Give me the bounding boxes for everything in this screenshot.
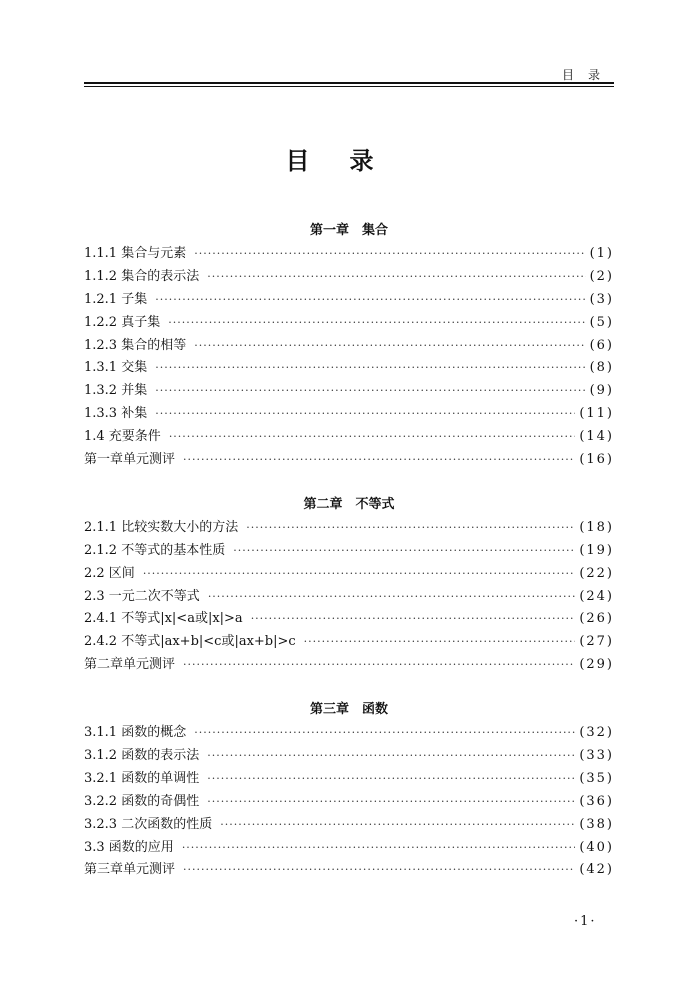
page-number: ·1· — [574, 914, 597, 929]
toc-entry-page: (26) — [579, 611, 614, 627]
toc-entry-page: (19) — [579, 542, 614, 558]
toc-entry[interactable] — [84, 266, 614, 289]
chapter-title: 第三章 函数 — [309, 702, 388, 718]
toc-entry[interactable] — [84, 449, 614, 472]
dot-leader — [155, 357, 585, 380]
toc-entry-page: (24) — [579, 588, 614, 604]
dot-leader — [304, 631, 576, 654]
dot-leader — [208, 586, 576, 609]
toc-entry-page: (11) — [579, 406, 614, 422]
toc-entry-page: (27) — [579, 634, 614, 650]
toc-entry-label: 2.4.1 不等式|x|<a或|x|>a — [84, 611, 243, 627]
toc-entry-page: (38) — [579, 816, 614, 832]
toc-entry[interactable] — [84, 586, 614, 609]
toc-entry-label: 1.4 充要条件 — [84, 429, 161, 445]
dot-leader — [168, 312, 585, 335]
toc-entry-page: (9) — [589, 383, 614, 399]
dot-leader — [207, 768, 575, 791]
chapter-section — [84, 220, 614, 472]
chapter-title: 第二章 不等式 — [303, 496, 395, 512]
dot-leader — [182, 837, 576, 860]
chapter-section — [84, 494, 614, 677]
dot-leader — [155, 289, 585, 312]
toc-entry[interactable] — [84, 768, 614, 791]
toc-entry-label: 第二章单元测评 — [84, 657, 176, 673]
dot-leader — [169, 426, 576, 449]
toc-entry-page: (5) — [589, 314, 614, 330]
dot-leader — [233, 540, 575, 563]
toc-entry[interactable] — [84, 814, 614, 837]
table-of-contents — [84, 220, 614, 904]
chapter-section — [84, 699, 614, 882]
toc-entry-page: (2) — [589, 268, 614, 284]
toc-entry[interactable] — [84, 243, 614, 266]
toc-entry-label: 2.4.2 不等式|ax+b|<c或|ax+b|>c — [84, 634, 296, 650]
toc-entry[interactable] — [84, 380, 614, 403]
toc-entry-page: (35) — [579, 770, 614, 786]
dot-leader — [183, 654, 575, 677]
dot-leader — [194, 335, 585, 358]
toc-entry-label: 3.2.2 函数的奇偶性 — [84, 793, 200, 809]
toc-entry-page: (3) — [589, 291, 614, 307]
header-rule-thin — [84, 86, 614, 87]
dot-leader — [207, 266, 585, 289]
dot-leader — [183, 449, 575, 472]
toc-entry-label: 2.1.2 不等式的基本性质 — [84, 542, 226, 558]
toc-entry-page: (42) — [579, 862, 614, 878]
toc-entry-page: (18) — [579, 519, 614, 535]
dot-leader — [194, 243, 585, 266]
dot-leader — [207, 791, 575, 814]
toc-entry[interactable] — [84, 426, 614, 449]
toc-entry[interactable] — [84, 654, 614, 677]
toc-entry[interactable] — [84, 722, 614, 745]
toc-entry[interactable] — [84, 312, 614, 335]
toc-entry-page: (29) — [579, 657, 614, 673]
toc-entry-label: 3.2.3 二次函数的性质 — [84, 816, 213, 832]
dot-leader — [143, 563, 576, 586]
dot-leader — [251, 608, 576, 631]
toc-entry-label: 1.2.2 真子集 — [84, 314, 161, 330]
toc-entry-page: (32) — [579, 725, 614, 741]
toc-entry-label: 3.2.1 函数的单调性 — [84, 770, 200, 786]
header-rule-thick — [84, 82, 614, 84]
toc-entry-label: 1.2.3 集合的相等 — [84, 337, 187, 353]
toc-entry-page: (40) — [579, 839, 614, 855]
dot-leader — [194, 722, 575, 745]
toc-entry[interactable] — [84, 540, 614, 563]
toc-entry[interactable] — [84, 289, 614, 312]
toc-entry-label: 1.3.3 补集 — [84, 406, 148, 422]
toc-entry[interactable] — [84, 335, 614, 358]
toc-entry-page: (16) — [579, 452, 614, 468]
toc-entry[interactable] — [84, 357, 614, 380]
toc-entry[interactable] — [84, 608, 614, 631]
toc-entry-label: 1.3.2 并集 — [84, 383, 148, 399]
toc-entry-page: (33) — [579, 748, 614, 764]
dot-leader — [155, 403, 575, 426]
toc-entry-label: 第一章单元测评 — [84, 452, 176, 468]
toc-entry-label: 1.1.2 集合的表示法 — [84, 268, 200, 284]
toc-entry[interactable] — [84, 517, 614, 540]
toc-entry[interactable] — [84, 837, 614, 860]
toc-entry-label: 2.3 一元二次不等式 — [84, 588, 200, 604]
toc-entry-label: 2.2 区间 — [84, 565, 135, 581]
dot-leader — [207, 745, 575, 768]
toc-entry[interactable] — [84, 859, 614, 882]
toc-entry-page: (6) — [589, 337, 614, 353]
dot-leader — [220, 814, 575, 837]
toc-entry-label: 3.3 函数的应用 — [84, 839, 174, 855]
dot-leader — [155, 380, 585, 403]
toc-entry-page: (36) — [579, 793, 614, 809]
toc-entry-label: 3.1.1 函数的概念 — [84, 725, 187, 741]
toc-entry-label: 1.3.1 交集 — [84, 360, 148, 376]
running-head: 目录 — [561, 68, 614, 82]
toc-entry[interactable] — [84, 563, 614, 586]
dot-leader — [246, 517, 575, 540]
toc-entry-page: (1) — [589, 246, 614, 261]
toc-entry-label: 3.1.2 函数的表示法 — [84, 748, 200, 764]
toc-entry-page: (14) — [579, 429, 614, 445]
toc-entry[interactable] — [84, 791, 614, 814]
toc-entry-label: 第三章单元测评 — [84, 862, 176, 878]
dot-leader — [183, 859, 575, 882]
toc-entry[interactable] — [84, 745, 614, 768]
toc-entry-page: (22) — [579, 565, 614, 581]
page-title: 目录 — [285, 146, 414, 175]
toc-entry-page: (8) — [589, 360, 614, 376]
toc-entry-label: 2.1.1 比较实数大小的方法 — [84, 519, 239, 535]
toc-entry[interactable] — [84, 631, 614, 654]
toc-entry[interactable] — [84, 403, 614, 426]
toc-entry-label: 1.2.1 子集 — [84, 291, 148, 307]
chapter-title: 第一章 集合 — [309, 223, 388, 238]
toc-entry-label: 1.1.1 集合与元素 — [84, 246, 187, 261]
